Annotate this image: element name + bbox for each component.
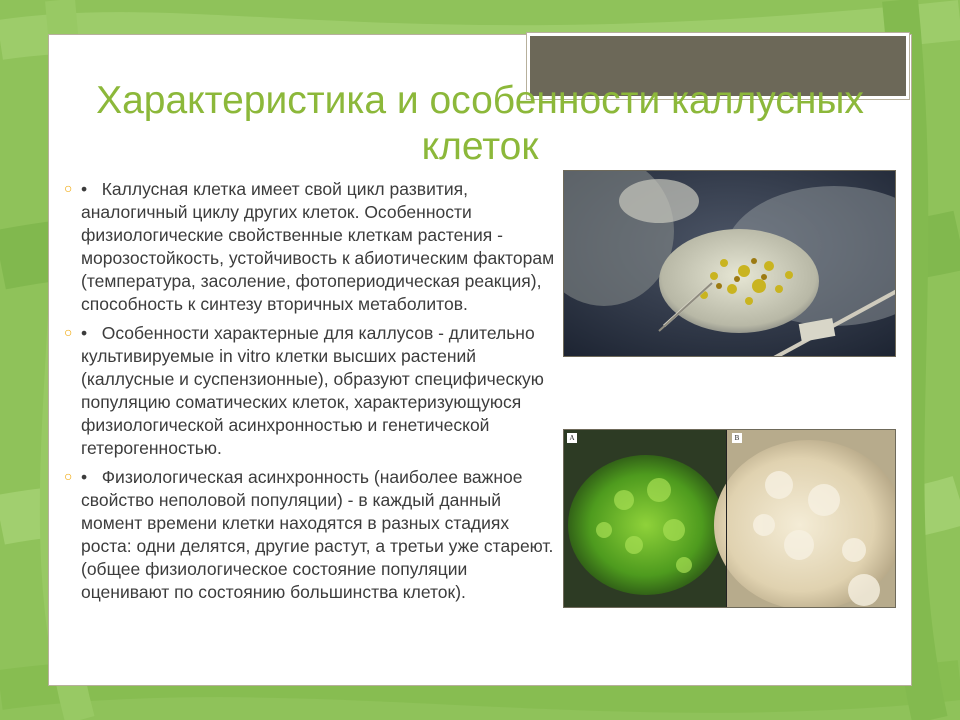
bullet-ring-icon: ○ bbox=[64, 324, 73, 340]
bullet-dot: • bbox=[81, 323, 88, 343]
bullet-text: Каллусная клетка имеет свой цикл развития, аналогичный циклу других клеток. Особенности физиологические свойственные клеткам растения - морозостойкость, устойчивость к абиотическим факторам (температура, засоление, фотопериодическая реакция), способность к синтезу вторичных метаболитов. bbox=[81, 179, 555, 314]
bullet-ring-icon: ○ bbox=[64, 180, 73, 196]
bullet-list bbox=[65, 178, 560, 610]
list-item bbox=[65, 466, 560, 604]
photo-label-b: B bbox=[732, 433, 742, 443]
petri-dish-photo bbox=[563, 170, 896, 357]
bullet-ring-icon: ○ bbox=[64, 468, 73, 484]
bullet-dot: • bbox=[81, 467, 88, 487]
list-item bbox=[65, 178, 560, 316]
bullet-text: Физиологическая асинхронность (наиболее важное свойство неполовой популяции) - в каждый данный момент времени клетки находятся в разных стадиях роста: одни делятся, другие растут, а третьи уже стареют. (общее физиологическое состояние популяции оценивают по состоянию большинства клеток). bbox=[81, 467, 554, 602]
photo-label-a: A bbox=[567, 433, 577, 443]
bullet-dot: • bbox=[81, 179, 88, 199]
list-item bbox=[65, 322, 560, 460]
slide-title: Характеристика и особенности каллусных клеток bbox=[96, 79, 864, 168]
callus-comparison-photo bbox=[563, 429, 896, 608]
bullet-text: Особенности характерные для каллусов - длительно культивируемые in vitro клетки высших растений (каллусные и суспензионные), образуют специфическую популяцию соматических клеток, характеризующуюся физиологической асинхронностью и генетической гетерогенностью. bbox=[81, 323, 544, 458]
